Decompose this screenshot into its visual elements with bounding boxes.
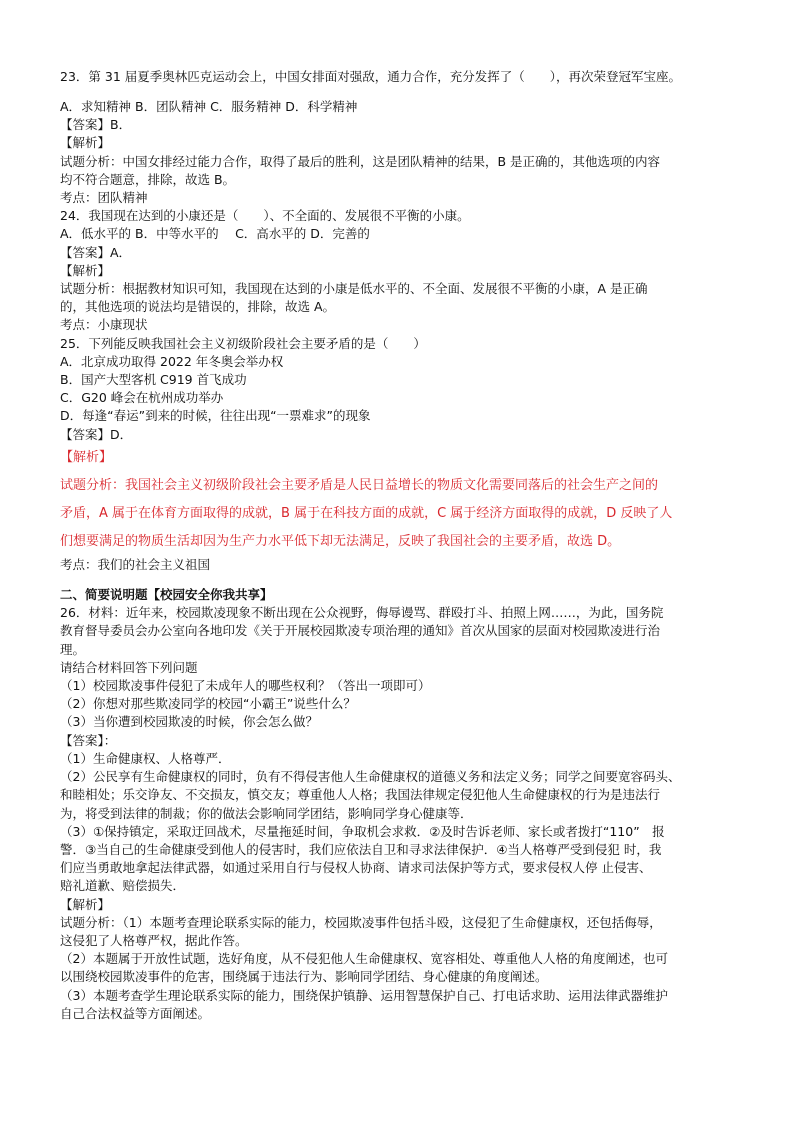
q26-ans3-line3: 们应当勇敢地拿起法律武器，如通过采用自行与侵权人协商、请求司法保护等方式，要求侵权人停 止侵害、 [60, 860, 652, 876]
q25-jiexi: 【解析】 [60, 449, 113, 465]
q26-ans2-line2: 和睦相处；乐交诤友、不交损友，慎交友；尊重他人人格；我国法律规定侵犯他人生命健康权的行为是违法行 [60, 787, 661, 803]
q26-ans3-line2: 警．③当自己的生命健康受到他人的侵害时，我们应依法自卫和寻求法律保护．④当人格尊严受到侵犯 时，我 [60, 841, 662, 857]
q24-answer: 【答案】A． [60, 244, 132, 260]
q25-analysis-line2: 矛盾，A 属于在体育方面取得的成就，B 属于在科技方面的成就，C 属于经济方面取得的成就，D 反映了人 [60, 505, 673, 521]
q24-analysis-line2: 的，其他选项的说法均是错误的，排除，故选 A。 [60, 299, 336, 315]
q23-options: A．求知精神 B．团队精神 C．服务精神 D．科学精神 [60, 99, 358, 114]
q26-exp2-line1: （2）本题属于开放性试题，选好角度，从不侵犯他人生命健康权、宽容相处、尊重他人人格的角度阐述，也可 [60, 951, 668, 967]
q26-exp3-line1: （3）本题考查学生理论联系实际的能力，围绕保护镇静、运用智慧保护自己、打电话求助、运用法律武器维护 [60, 987, 668, 1003]
q23-jiexi: 【解析】 [60, 135, 111, 151]
q26-ans3-line1: （3）①保持镇定，采取迂回战术，尽量拖延时间，争取机会求救．②及时告诉老师、家长或者拨打“110” 报 [60, 823, 665, 839]
q26-ans2-line1: （2）公民享有生命健康权的同时，负有不得侵害他人生命健康权的道德义务和法定义务；同学之间要宽容码头、 [60, 769, 681, 785]
q25-kaodian: 考点：我们的社会主义祖国 [60, 556, 211, 572]
q23-analysis-line1: 试题分析：中国女排经过能力合作，取得了最后的胜利，这是团队精神的结果，B 是正确的，其他选项的内容 [60, 153, 661, 169]
q26-exp1-line1: 试题分析：（1）本题考查理论联系实际的能力，校园欺凌事件包括斗殴，这侵犯了生命健康权，还包括侮辱， [60, 914, 662, 930]
q26-prompt: 请结合材料回答下列问题 [60, 659, 198, 675]
q25-option-a: A．北京成功取得 2022 年冬奥会举办权 [60, 353, 284, 369]
q26-ans3-line4: 赔礼道歉、赔偿损失． [60, 878, 186, 894]
q26-material-line2: 教育督导委员会办公室向各地印发《关于开展校园欺凌专项治理的通知》首次从国家的层面对校园欺凌进行治 [60, 623, 661, 639]
q26-jiexi: 【解析】 [60, 896, 111, 912]
q24-options: A．低水平的 B．中等水平的 C．高水平的 D．完善的 [60, 226, 370, 242]
q26-sub2: （2）你想对那些欺凌同学的校园“小霸王”说些什么？ [60, 696, 356, 712]
q25-analysis-line3: 们想要满足的物质生活却因为生产力水平低下却无法满足，反映了我国社会的主要矛盾，故选 D。 [60, 533, 621, 549]
exam-page [60, 68, 740, 1023]
q26-ans2-line3: 为，将受到法律的制裁；你的做法会影响同学团结，影响同学身心健康等． [60, 805, 473, 821]
q25-option-c: C．G20 峰会在杭州成功举办 [60, 390, 224, 406]
section2-heading: 二、简要说明题【校园安全你我共享】 [60, 587, 273, 603]
q26-exp2-line2: 以围绕校园欺凌事件的危害，围绕属于违法行为、影响同学团结、身心健康的角度阐述。 [60, 969, 548, 985]
q26-answer: 【答案】： [60, 732, 117, 748]
q26-sub3: （3）当你遭到校园欺凌的时候，你会怎么做？ [60, 714, 318, 730]
q25-answer: 【答案】D． [60, 426, 133, 442]
q26-ans1: （1）生命健康权、人格尊严． [60, 750, 231, 766]
q23-answer: 【答案】B． [60, 117, 132, 133]
q26-material-line3: 理。 [60, 641, 86, 657]
q26-exp1-line2: 这侵犯了人格尊严权，据此作答。 [60, 932, 248, 948]
q24-question: 24．我国现在达到的小康还是（ ）、不全面的、发展很不平衡的小康。 [60, 208, 470, 224]
q23-kaodian: 考点：团队精神 [60, 190, 148, 206]
q23-analysis-line2: 均不符合题意，排除，故选 B。 [60, 171, 236, 187]
q26-sub1: （1）校园欺凌事件侵犯了未成年人的哪些权利？（答出一项即可） [60, 678, 431, 694]
q24-analysis-line1: 试题分析：根据教材知识可知，我国现在达到的小康是低水平的、不全面、发展很不平衡的小康，A 是正确 [60, 281, 648, 297]
q25-option-d: D．每逢“春运”到来的时候，往往出现“一票难求”的现象 [60, 408, 371, 424]
q24-kaodian: 考点：小康现状 [60, 317, 148, 333]
q24-jiexi: 【解析】 [60, 262, 111, 278]
q25-option-b: B．国产大型客机 C919 首飞成功 [60, 372, 247, 388]
q26-exp3-line2: 自己合法权益等方面阐述。 [60, 1005, 211, 1021]
q23-question: 23．第 31 届夏季奥林匹克运动会上，中国女排面对强敌，通力合作，充分发挥了（ ），再次荣登冠军宝座。 [60, 69, 682, 84]
q25-analysis-line1: 试题分析：我国社会主义初级阶段社会主要矛盾是人民日益增长的物质文化需要同落后的社会生产之间的 [60, 477, 659, 493]
q26-material-line1: 26．材料：近年来，校园欺凌现象不断出现在公众视野，侮辱谩骂、群殴打斗、拍照上网……，为此，国务院 [60, 605, 664, 621]
q25-question: 25．下列能反映我国社会主义初级阶段社会主要矛盾的是（ ） [60, 335, 426, 351]
